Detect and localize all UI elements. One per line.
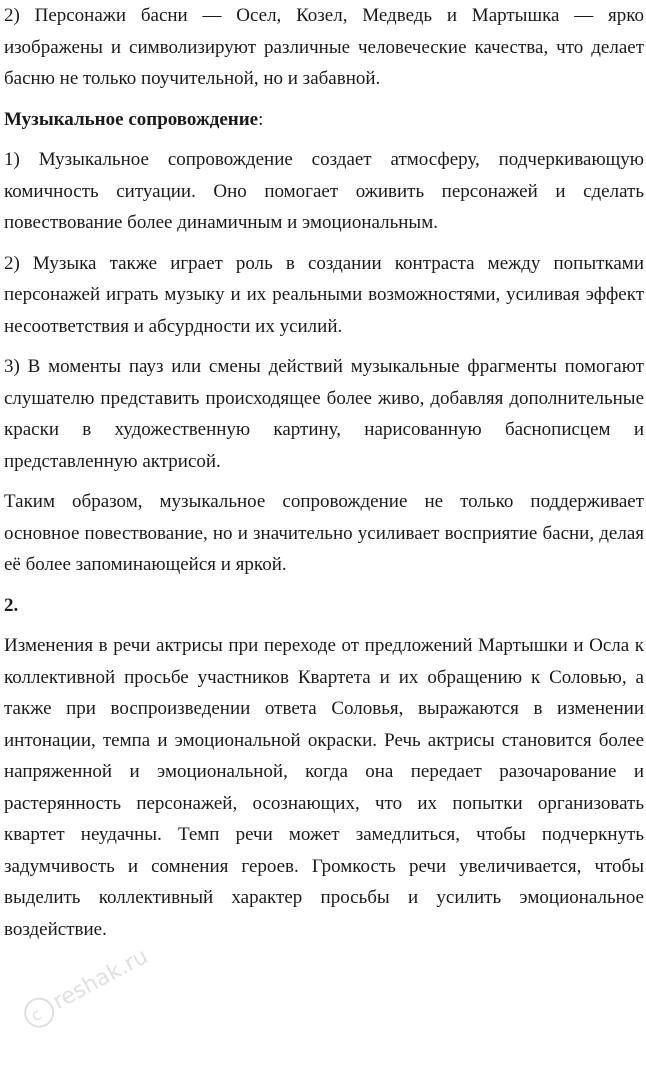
paragraph-music-3: 3) В моменты пауз или смены действий музыкальные фрагменты помогают слушателю представить происходящее более живо, добавляя дополнительные краски в художественную картину, нарисованную баснописцем и представленную актрисой. <box>4 356 644 472</box>
paragraph-music-2: 2) Музыка также играет роль в создании контраста между попытками персонажей играть музыку и их реальными возможностями, усиливая эффект несоответствия и абсурдности их усилий. <box>4 252 644 337</box>
paragraph-summary: Таким образом, музыкальное сопровождение не только поддерживает основное повествование, но и значительно усиливает восприятие басни, делая её более запоминающейся и яркой. <box>4 491 644 575</box>
section-2-number: 2. <box>4 594 19 616</box>
music-heading-line <box>4 104 644 136</box>
music-heading: Музыкальное сопровождение <box>4 108 259 130</box>
watermark-text: reshak.ru <box>48 944 153 1015</box>
section-2-heading <box>4 590 644 622</box>
paragraph-music-1: 1) Музыкальное сопровождение создает атмосферу, подчеркивающую комичность ситуации. Оно помогает оживить персонажей и сделать повествование более динамичным и эмоциональным. <box>4 149 644 233</box>
paragraph-section-2: Изменения в речи актрисы при переходе от предложений Мартышки и Осла к коллективной просьбе участников Квартета и их обращению к Соловью, а также при воспроизведении ответа Соловья, выражаются в изменении интонации, темпа и эмоциональной окраски. Речь актрисы становится более напряженной и эмоциональной, когда она передает разочарование и растерянность персонажей, осознающих, что их попытки организовать квартет неудачны. Темп речи может замедлиться, чтобы подчеркнуть задумчивость и сомнения героев. Громкость речи увеличивается, чтобы выделить коллективный характер просьбы и усилить эмоциональное воздействие. <box>4 635 644 940</box>
svg-text:с: с <box>27 1004 45 1026</box>
music-heading-colon: : <box>258 108 264 130</box>
paragraph-characters: 2) Персонажи басни — Осел, Козел, Медведь и Мартышка — ярко изображены и символизируют различные человеческие качества, что делает басню не только поучительной, но и забавной. <box>4 5 644 89</box>
